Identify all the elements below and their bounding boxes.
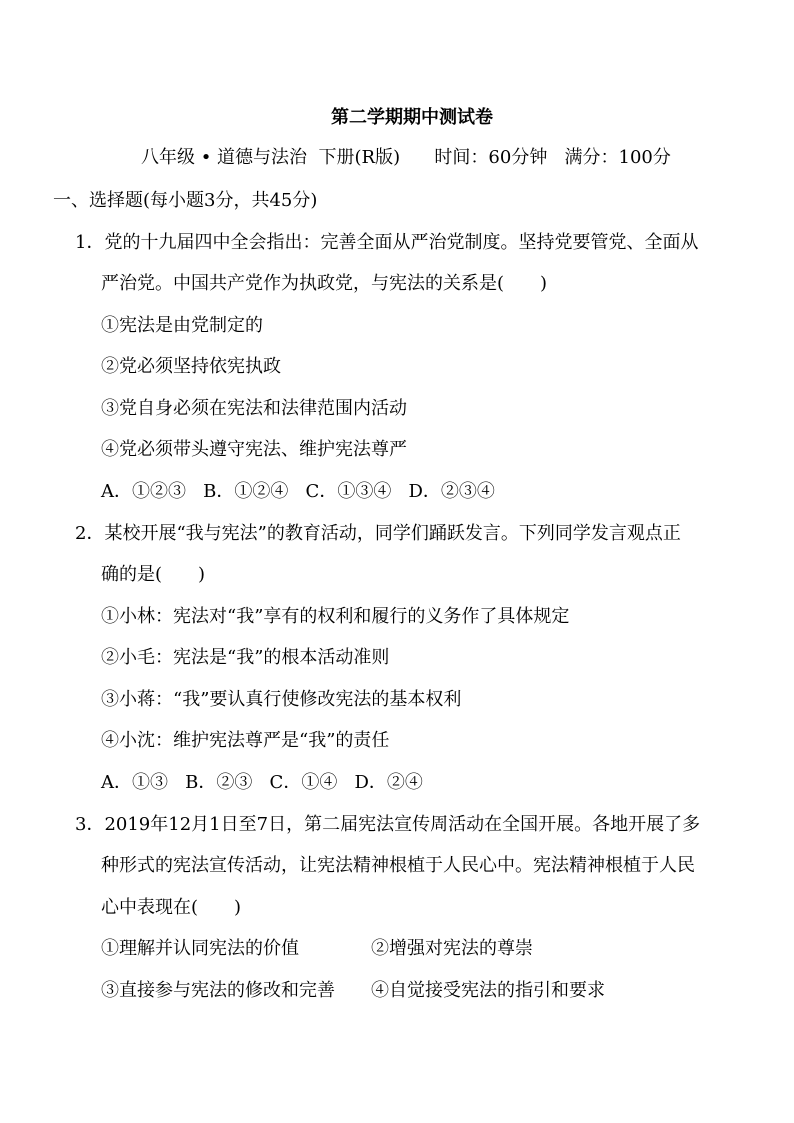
statement-item: ③直接参与宪法的修改和完善 bbox=[101, 980, 335, 1001]
question-stem-line: 1．党的十九届四中全会指出：完善全面从严治党制度。坚持党要管党、全面从 bbox=[75, 232, 699, 253]
question-stem-line: 心中表现在( ) bbox=[101, 897, 242, 918]
statement-item: ②小毛：宪法是“我”的根本活动准则 bbox=[101, 647, 390, 668]
statement-item: ②增强对宪法的尊崇 bbox=[371, 938, 533, 959]
question-stem-line: 3．2019年12月1日至7日，第二届宪法宣传周活动在全国开展。各地开展了多 bbox=[75, 814, 701, 835]
question-stem-line: 种形式的宪法宣传活动，让宪法精神根植于人民心中。宪法精神根植于人民 bbox=[101, 855, 695, 876]
page-subtitle: 八年级 • 道德与法治 下册(R版) 时间：60分钟 满分：100分 bbox=[141, 147, 671, 168]
answer-options: A．①③ B．②③ C．①④ D．②④ bbox=[101, 772, 423, 793]
section-heading: 一、选择题(每小题3分，共45分) bbox=[53, 190, 318, 211]
statement-item: ②党必须坚持依宪执政 bbox=[101, 356, 281, 377]
statement-item: ①宪法是由党制定的 bbox=[101, 315, 263, 336]
statement-item: ④小沈：维护宪法尊严是“我”的责任 bbox=[101, 730, 390, 751]
statement-item: ④自觉接受宪法的指引和要求 bbox=[371, 980, 605, 1001]
statement-item: ①理解并认同宪法的价值 bbox=[101, 938, 299, 959]
question-stem-line: 2．某校开展“我与宪法”的教育活动，同学们踊跃发言。下列同学发言观点正 bbox=[75, 523, 681, 544]
statement-item: ③小蒋：“我”要认真行使修改宪法的基本权利 bbox=[101, 689, 462, 710]
answer-options: A．①②③ B．①②④ C．①③④ D．②③④ bbox=[101, 481, 495, 502]
page-title: 第二学期期中测试卷 bbox=[331, 107, 493, 128]
question-stem-line: 确的是( ) bbox=[101, 564, 206, 585]
statement-item: ③党自身必须在宪法和法律范围内活动 bbox=[101, 398, 407, 419]
statement-item: ④党必须带头遵守宪法、维护宪法尊严 bbox=[101, 439, 407, 460]
statement-item: ①小林：宪法对“我”享有的权利和履行的义务作了具体规定 bbox=[101, 606, 570, 627]
question-stem-line: 严治党。中国共产党作为执政党，与宪法的关系是( ) bbox=[101, 273, 548, 294]
